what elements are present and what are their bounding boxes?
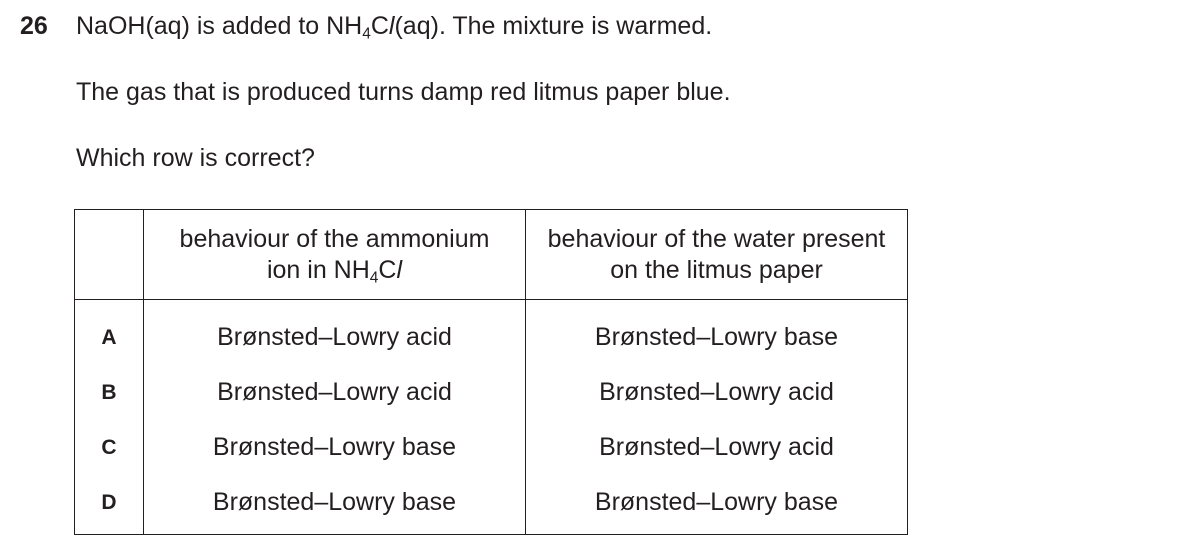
- table-header-row: [75, 210, 908, 300]
- header-water-line1: behaviour of the water present: [547, 224, 886, 253]
- header-water: [526, 210, 908, 300]
- option-b-water: Brønsted–Lowry acid: [526, 365, 908, 420]
- option-a-water: Brønsted–Lowry base: [526, 300, 908, 366]
- stem-chlorine-c: C: [370, 12, 389, 40]
- table-row: [75, 420, 908, 475]
- option-letter-a: A: [75, 300, 144, 366]
- header-blank-cell: [75, 210, 144, 300]
- answer-table: [74, 209, 908, 535]
- question-prompt: Which row is correct?: [76, 144, 315, 172]
- stem-text-pre: NaOH(aq) is added to NH: [76, 12, 363, 40]
- option-letter-b: B: [75, 365, 144, 420]
- stem-chlorine-l: l: [388, 12, 395, 40]
- table-row: [75, 300, 908, 366]
- option-letter-d: D: [75, 475, 144, 535]
- option-a-ammonium: Brønsted–Lowry acid: [144, 300, 526, 366]
- option-c-ammonium: Brønsted–Lowry base: [144, 420, 526, 475]
- header-ammonium-c: C: [378, 255, 397, 284]
- header-ammonium-line1: behaviour of the ammonium: [179, 224, 490, 253]
- option-b-ammonium: Brønsted–Lowry acid: [144, 365, 526, 420]
- table-row: [75, 365, 908, 420]
- stem-text-post: (aq). The mixture is warmed.: [394, 12, 713, 40]
- header-ammonium-line2: [144, 255, 525, 286]
- option-d-ammonium: Brønsted–Lowry base: [144, 475, 526, 535]
- question-number: 26: [20, 12, 48, 40]
- header-ammonium-l: l: [396, 255, 403, 284]
- table-row: [75, 475, 908, 535]
- option-c-water: Brønsted–Lowry acid: [526, 420, 908, 475]
- header-ammonium: [144, 210, 526, 300]
- header-ammonium-subscript: 4: [369, 269, 379, 287]
- question-observation: The gas that is produced turns damp red litmus paper blue.: [76, 78, 731, 106]
- stem-subscript: 4: [362, 25, 371, 43]
- option-d-water: Brønsted–Lowry base: [526, 475, 908, 535]
- option-letter-c: C: [75, 420, 144, 475]
- header-water-line2: on the litmus paper: [610, 255, 823, 284]
- question-stem: [76, 12, 712, 41]
- header-ammonium-text: ion in NH: [266, 255, 370, 284]
